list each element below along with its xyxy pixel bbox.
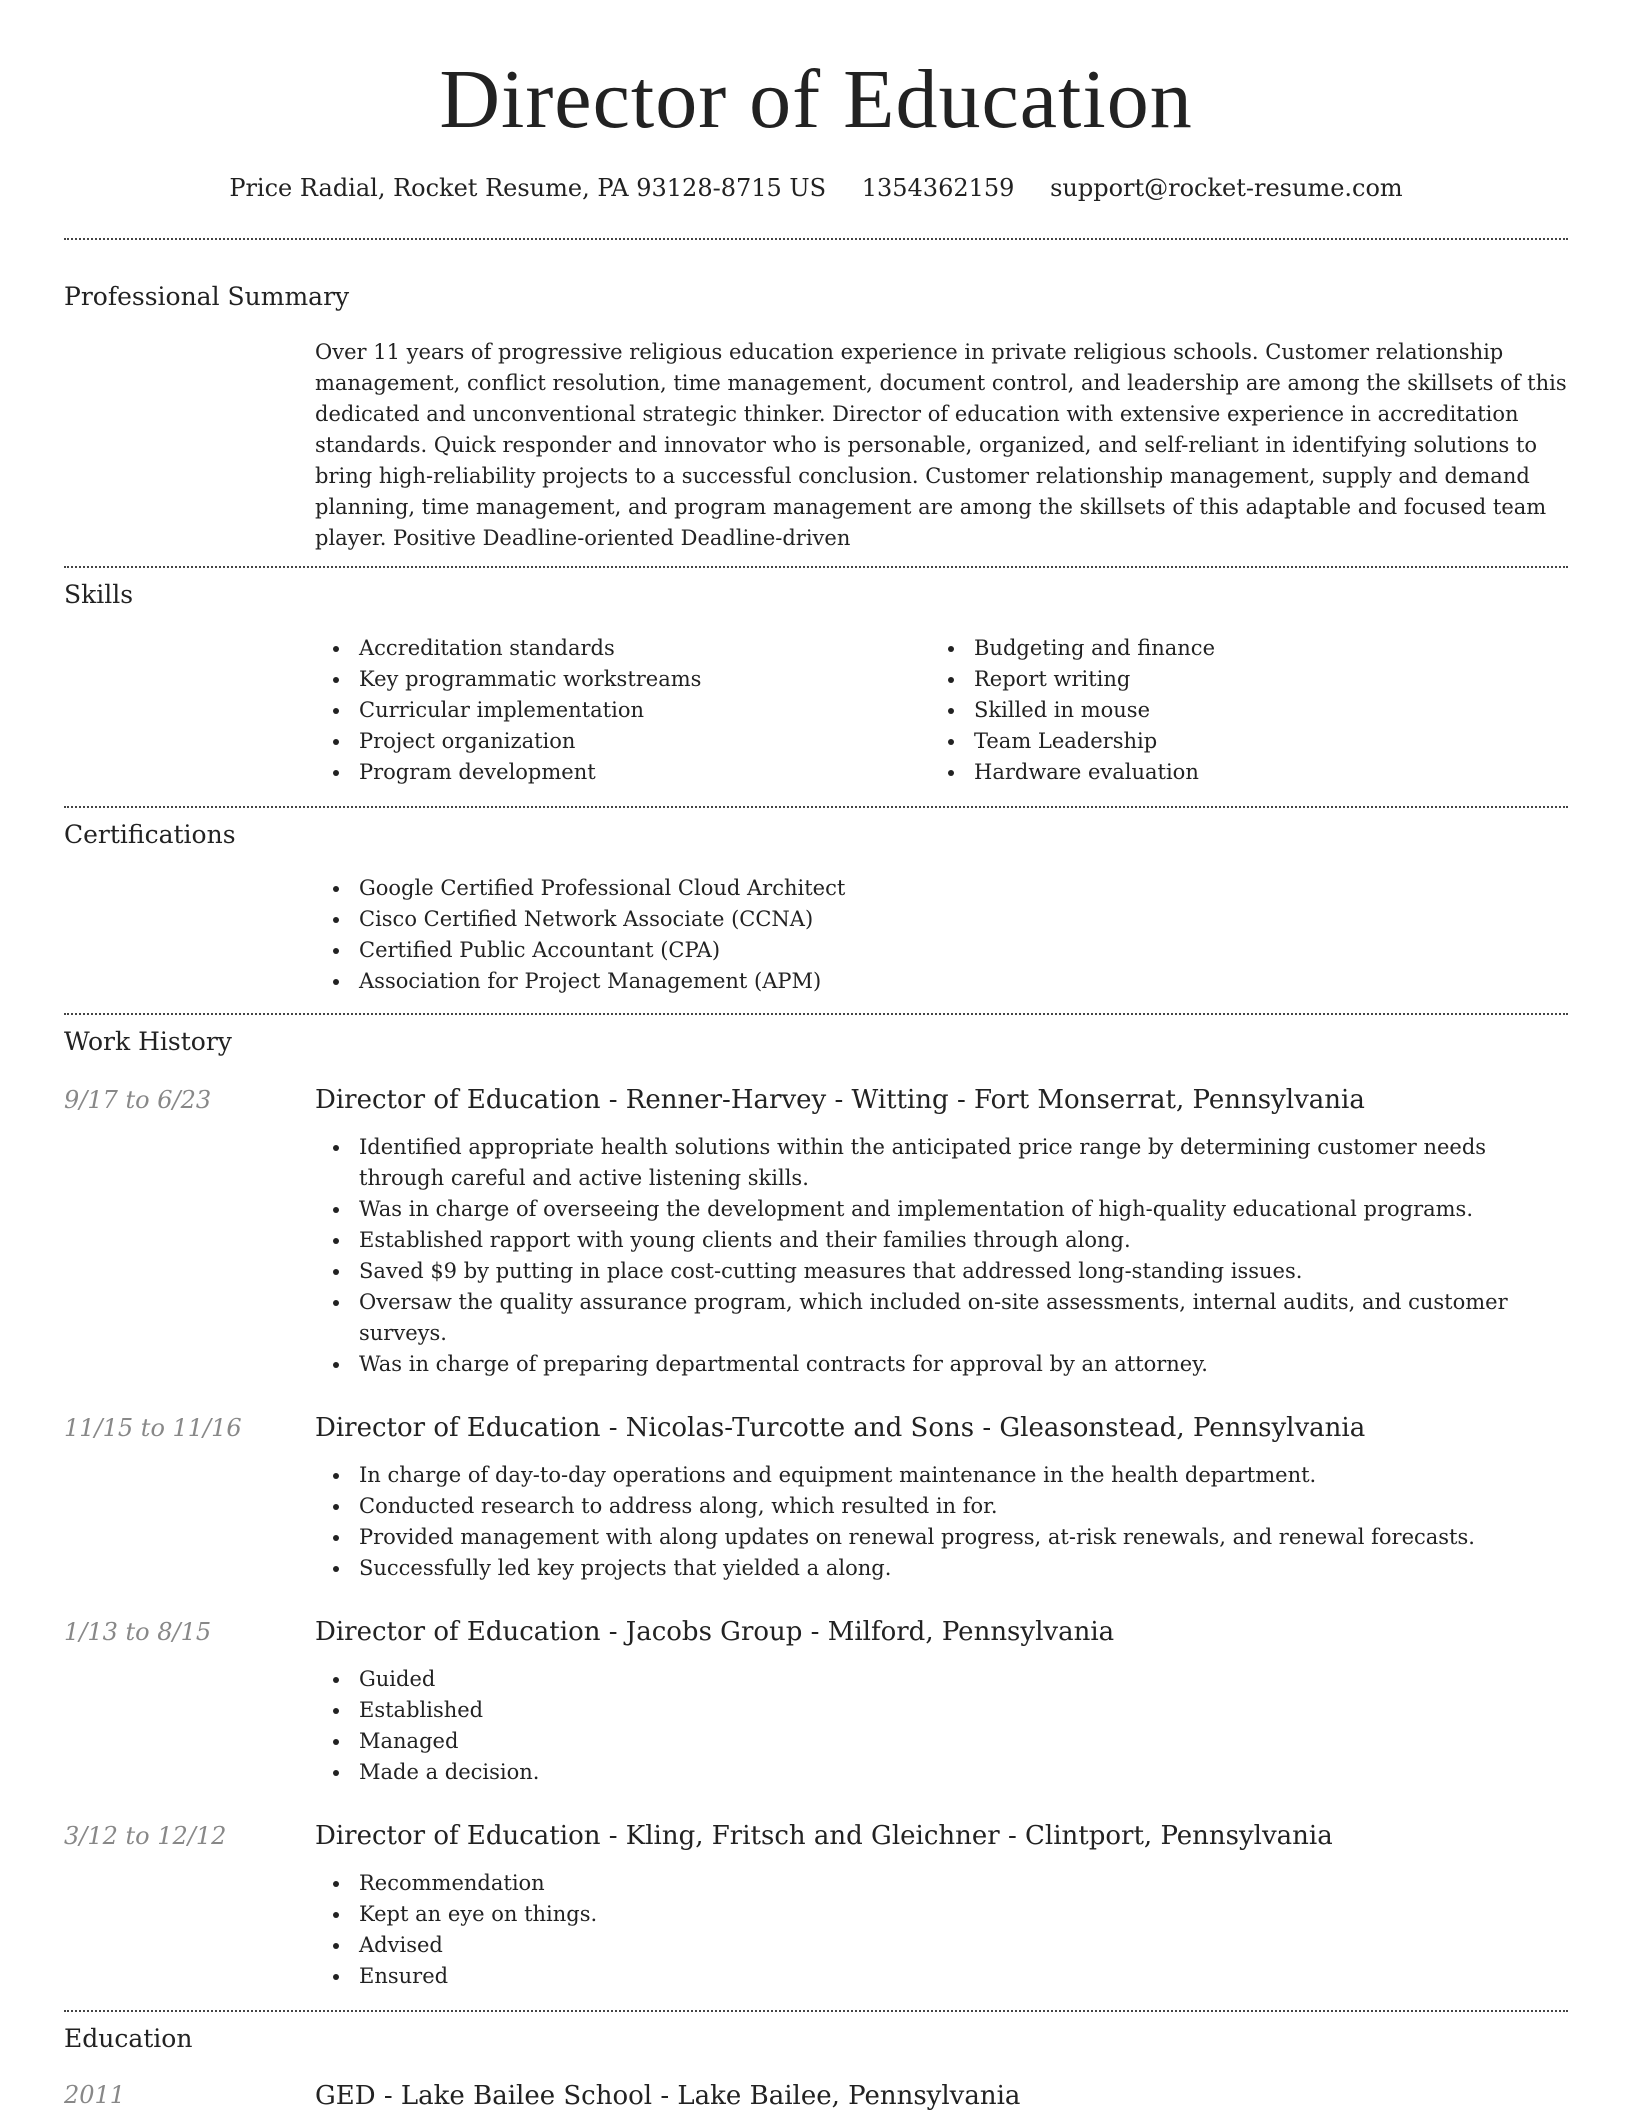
contact-line [64,174,1568,202]
job-entry [64,1412,1568,1588]
job-entry [64,1084,1568,1384]
job-entry [64,1820,1568,1996]
list-item: Oversaw the quality assurance program, which included on-site assessments, internal audits, and customer surveys. [315,1287,1568,1349]
work-section [64,1027,1568,1996]
list-item: Ensured [315,1961,1568,1992]
list-item: Conducted research to address along, which resulted in for. [315,1491,1568,1522]
list-item: Established rapport with young clients and their families through along. [315,1225,1568,1256]
list-item: Was in charge of preparing departmental contracts for approval by an attorney. [315,1349,1568,1380]
list-item: Successfully led key projects that yielded a along. [315,1553,1568,1584]
list-item: Saved $9 by putting in place cost-cutting measures that addressed long-standing issues. [315,1256,1568,1287]
list-item: Advised [315,1930,1568,1961]
job-dates: 9/17 to 6/23 [64,1086,212,1114]
list-item: Curricular implementation [315,695,930,726]
section-title-education: Education [64,2024,193,2053]
list-item: Cisco Certified Network Associate (CCNA) [315,904,1568,935]
job-bullets [315,1868,1568,1992]
job-title: Director of Education - Renner-Harvey - Witting - Fort Monserrat, Pennsylvania [315,1085,1365,1115]
list-item: Was in charge of overseeing the development and implementation of high-quality educational programs. [315,1194,1568,1225]
skills-section [64,580,1568,788]
resume-page [64,0,1568,2111]
section-title-summary: Professional Summary [64,282,350,311]
education-section [64,2024,1568,2111]
job-bullets [315,1132,1568,1380]
job-entry [64,1616,1568,1792]
certifications-list [315,873,1568,997]
list-item: Established [315,1695,1568,1726]
divider [64,1013,1568,1015]
summary-text: Over 11 years of progressive religious education experience in private religious schools. Customer relationship management, conflict resolution, time management, document control, and leadership are among the skillsets of this dedicated and unconventional strategic thinker. Director of education with extensive experience in accreditation standards. Quick responder and innovator who is personable, organized, and self-reliant in identifying solutions to bring high-reliability projects to a successful conclusion. Customer relationship management, supply and demand planning, time management, and program management are among the skillsets of this adaptable and focused team player. Positive Deadline-oriented Deadline-driven [315,340,1567,550]
skills-list-right [930,633,1545,788]
job-dates: 11/15 to 11/16 [64,1414,242,1442]
job-title: Director of Education - Kling, Fritsch and Gleichner - Clintport, Pennsylvania [315,1821,1333,1851]
section-title-skills: Skills [64,580,134,609]
list-item: Skilled in mouse [930,695,1545,726]
list-item: Project organization [315,726,930,757]
contact-phone: 1354362159 [861,174,1015,202]
list-item: Google Certified Professional Cloud Architect [315,873,1568,904]
list-item: Hardware evaluation [930,757,1545,788]
list-item: Accreditation standards [315,633,930,664]
list-item: Association for Project Management (APM) [315,966,1568,997]
list-item: In charge of day-to-day operations and equipment maintenance in the health department. [315,1460,1568,1491]
list-item: Recommendation [315,1868,1568,1899]
list-item: Team Leadership [930,726,1545,757]
skills-list-left [315,633,930,788]
section-title-work: Work History [64,1027,232,1056]
list-item: Key programmatic workstreams [315,664,930,695]
list-item: Report writing [930,664,1545,695]
education-entry [64,2081,1568,2111]
skills-columns [315,633,1568,788]
divider [64,806,1568,808]
divider [64,2010,1568,2012]
contact-email: support@rocket-resume.com [1050,174,1403,202]
section-title-certifications: Certifications [64,820,236,849]
list-item: Certified Public Accountant (CPA) [315,935,1568,966]
list-item: Program development [315,757,930,788]
job-dates: 3/12 to 12/12 [64,1822,227,1850]
divider [64,566,1568,568]
list-item: Managed [315,1726,1568,1757]
certifications-section [64,820,1568,997]
education-dates: 2011 [64,2081,126,2109]
divider [64,238,1568,240]
job-bullets [315,1460,1568,1584]
summary-section [64,282,1568,554]
list-item: Guided [315,1664,1568,1695]
list-item: Identified appropriate health solutions within the anticipated price range by determining customer needs through careful and active listening skills. [315,1132,1568,1194]
education-title: GED - Lake Bailee School - Lake Bailee, Pennsylvania [315,2081,1021,2111]
job-title: Director of Education - Jacobs Group - Milford, Pennsylvania [315,1617,1115,1647]
list-item: Provided management with along updates on renewal progress, at-risk renewals, and renewal forecasts. [315,1522,1568,1553]
resume-name: Director of Education [439,53,1193,146]
job-dates: 1/13 to 8/15 [64,1618,212,1646]
list-item: Budgeting and finance [930,633,1545,664]
job-bullets [315,1664,1568,1788]
list-item: Made a decision. [315,1757,1568,1788]
job-title: Director of Education - Nicolas-Turcotte and Sons - Gleasonstead, Pennsylvania [315,1413,1366,1443]
list-item: Kept an eye on things. [315,1899,1568,1930]
contact-address: Price Radial, Rocket Resume, PA 93128-8715 US [229,174,827,202]
